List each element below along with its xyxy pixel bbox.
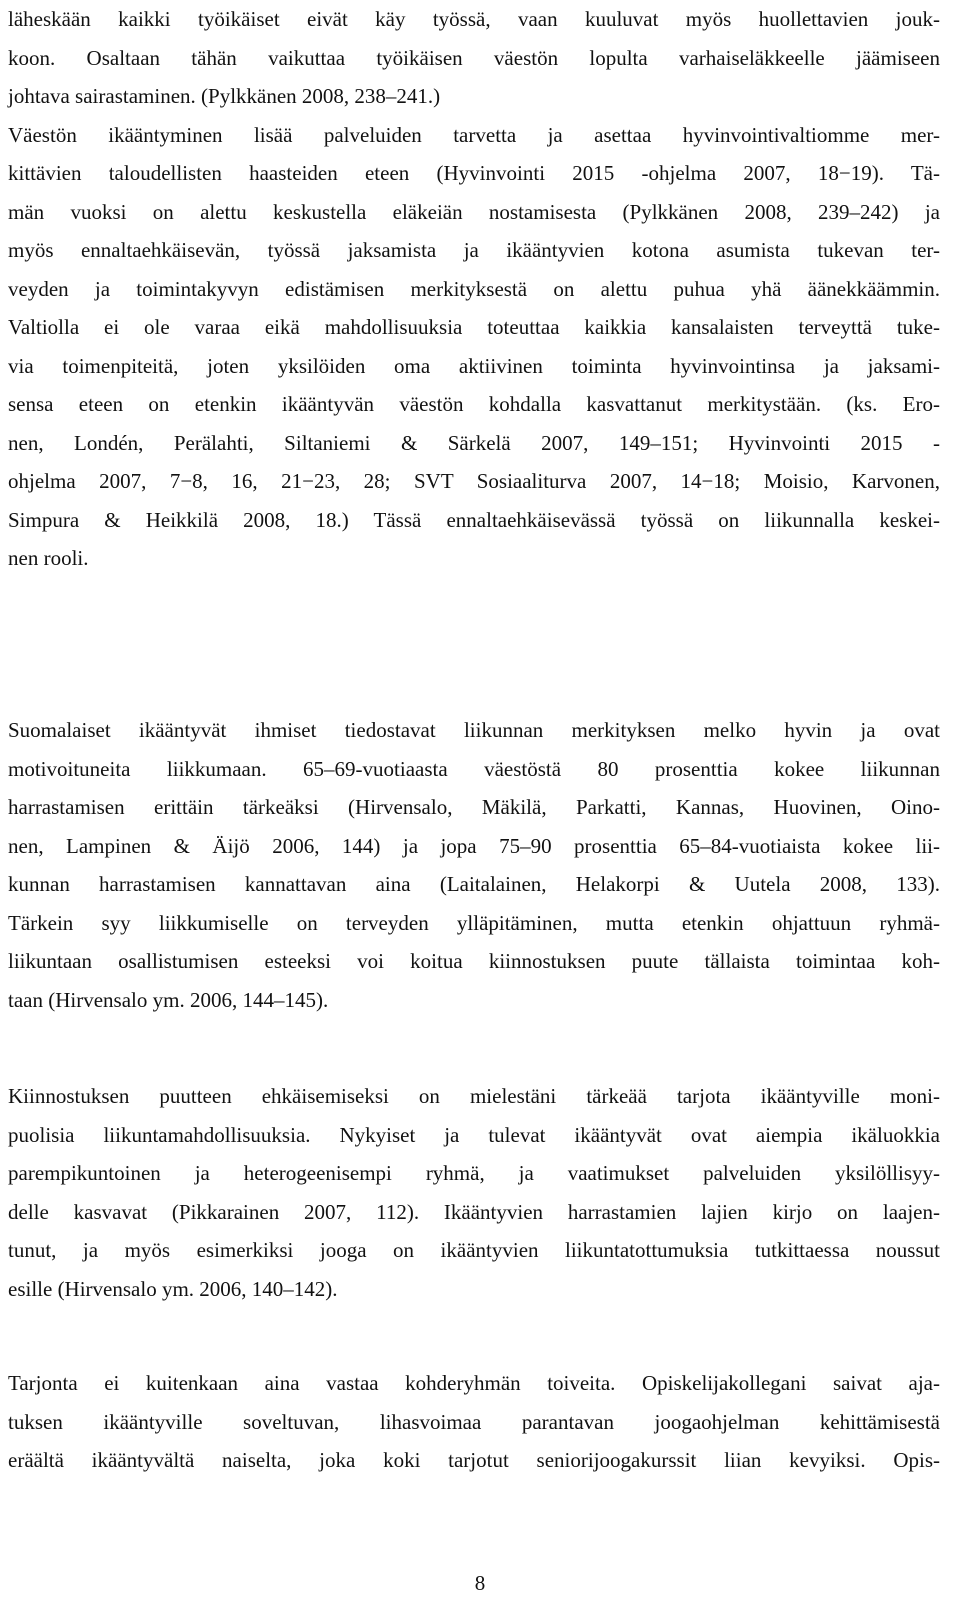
text-line: nen, Londén, Perälahti, Siltaniemi & Särkelä 2007, 149–151; Hyvinvointi 2015 - <box>8 430 940 455</box>
text-line: Simpura & Heikkilä 2008, 18.) Tässä ennaltaehkäisevässä työssä on liikunnalla keskei- <box>8 507 940 532</box>
text-line: koon. Osaltaan tähän vaikuttaa työikäisen väestön lopulta varhaiseläkkeelle jäämiseen <box>8 45 940 70</box>
text-line: män vuoksi on alettu keskustella eläkeiän nostamisesta (Pylkkänen 2008, 239–242) ja <box>8 199 940 224</box>
text-line: liikuntaan osallistumisen esteeksi voi koitua kiinnostuksen puute tällaista toimintaa koh- <box>8 949 940 973</box>
text-line: parempikuntoinen ja heterogeenisempi ryhmä, ja vaatimukset palveluiden yksilöllisyy- <box>8 1161 940 1185</box>
text-line: Kiinnostuksen puutteen ehkäisemiseksi on mielestäni tärkeää tarjota ikääntyville moni- <box>8 1084 940 1108</box>
text-line: johtava sairastaminen. (Pylkkänen 2008, 238–241.) <box>8 84 441 108</box>
text-line: Väestön ikääntyminen lisää palveluiden tarvetta ja asettaa hyvinvointivaltiomme mer- <box>8 122 940 147</box>
text-line: sensa eteen on etenkin ikääntyvän väestön kohdalla kasvattanut merkitystään. (ks. Ero- <box>8 392 940 416</box>
text-line: nen rooli. <box>8 546 89 570</box>
text-line: Valtiolla ei ole varaa eikä mahdollisuuksia toteuttaa kaikkia kansalaisten terveyttä tuke- <box>8 315 940 339</box>
text-line: taan (Hirvensalo ym. 2006, 144–145). <box>8 987 329 1012</box>
text-line: nen, Lampinen & Äijö 2006, 144) ja jopa 75–90 prosenttia 65–84-vuotiaista kokee lii- <box>8 833 940 858</box>
text-line: harrastamisen erittäin tärkeäksi (Hirvensalo, Mäkilä, Parkatti, Kannas, Huovinen, Oino- <box>8 795 940 819</box>
text-line: läheskään kaikki työikäiset eivät käy työssä, vaan kuuluvat myös huollettavien jouk- <box>8 7 940 31</box>
page-number: 8 <box>474 1571 486 1595</box>
text-line: Tarjonta ei kuitenkaan aina vastaa kohderyhmän toiveita. Opiskelijakollegani saivat aja- <box>8 1371 940 1395</box>
text-line: Suomalaiset ikääntyvät ihmiset tiedostavat liikunnan merkityksen melko hyvin ja ovat <box>8 718 940 742</box>
paragraph-yoga-idea <box>8 1364 940 1480</box>
paragraph-exercise-attitudes <box>8 711 940 1019</box>
text-line: via toimenpiteitä, joten yksilöiden oma aktiivinen toiminta hyvinvointinsa ja jaksami- <box>8 353 940 378</box>
text-line: motivoituneita liikkumaan. 65–69-vuotiaasta väestöstä 80 prosenttia kokee liikunnan <box>8 756 940 781</box>
text-line: kittävien taloudellisten haasteiden eteen (Hyvinvointi 2015 -ohjelma 2007, 18−19). Tä- <box>8 161 940 185</box>
paragraph-diverse-options <box>8 1077 940 1308</box>
text-line: myös ennaltaehkäisevän, työssä jaksamista ja ikääntyvien kotona asumista tukevan ter- <box>8 238 940 262</box>
text-line: ohjelma 2007, 7−8, 16, 21−23, 28; SVT Sosiaaliturva 2007, 14−18; Moisio, Karvonen, <box>8 469 940 493</box>
text-line: veyden ja toimintakyvyn edistämisen merkityksestä on alettu puhua yhä äänekkäämmin. <box>8 276 940 301</box>
text-line: esille (Hirvensalo ym. 2006, 140–142). <box>8 1276 338 1301</box>
text-line: eräältä ikääntyvältä naiselta, joka koki tarjotut seniorijoogakurssit liian kevyiksi. Opis- <box>8 1448 940 1472</box>
text-line: tunut, ja myös esimerkiksi jooga on ikääntyvien liikuntatottumuksia tutkittaessa noussut <box>8 1238 940 1262</box>
text-line: Tärkein syy liikkumiselle on terveyden ylläpitäminen, mutta etenkin ohjattuun ryhmä- <box>8 910 940 935</box>
text-line: tuksen ikääntyville soveltuvan, lihasvoimaa parantavan joogaohjelman kehittämisestä <box>8 1409 940 1434</box>
text-line: kunnan harrastamisen kannattavan aina (Laitalainen, Helakorpi & Uutela 2008, 133). <box>8 872 940 896</box>
paragraph-workforce-aging <box>8 0 940 578</box>
text-line: delle kasvavat (Pikkarainen 2007, 112). Ikääntyvien harrastamien lajien kirjo on laajen- <box>8 1199 940 1224</box>
text-line: puolisia liikuntamahdollisuuksia. Nykyiset ja tulevat ikääntyvät ovat aiempia ikäluokkia <box>8 1122 940 1147</box>
